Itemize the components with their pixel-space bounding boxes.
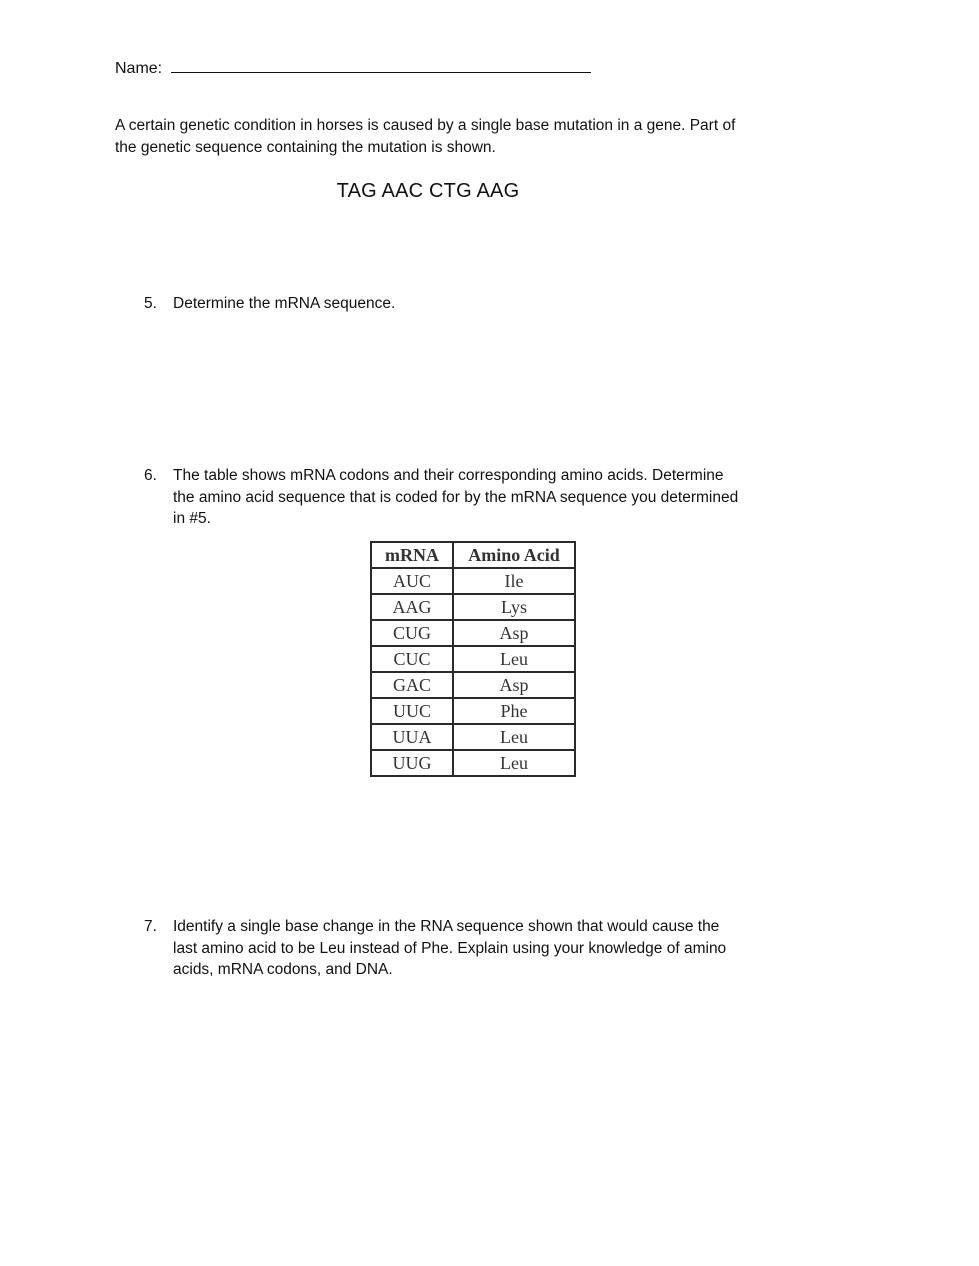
question-number: 7. — [144, 918, 157, 935]
table-row — [371, 594, 575, 620]
amino-acid-cell: Phe — [453, 698, 575, 724]
amino-acid-cell: Leu — [453, 750, 575, 776]
codon-cell: AUC — [371, 568, 453, 594]
codon-cell: UUA — [371, 724, 453, 750]
amino-acid-cell: Leu — [453, 724, 575, 750]
question-text: The table shows mRNA codons and their corresponding amino acids. Determine the amino acid sequence that is coded for by the mRNA sequence you determined in #5. — [173, 467, 739, 527]
amino-acid-cell: Leu — [453, 646, 575, 672]
codon-cell: CUC — [371, 646, 453, 672]
amino-acid-cell: Asp — [453, 672, 575, 698]
question-text: Determine the mRNA sequence. — [173, 295, 396, 312]
name-field — [115, 58, 591, 78]
codon-cell: UUG — [371, 750, 453, 776]
name-blank-line[interactable] — [171, 58, 591, 73]
column-header-amino-acid: Amino Acid — [453, 542, 575, 568]
amino-acid-cell: Lys — [453, 594, 575, 620]
column-header-mrna: mRNA — [371, 542, 453, 568]
codon-table — [370, 541, 576, 777]
table-row — [371, 724, 575, 750]
amino-acid-cell: Asp — [453, 620, 575, 646]
amino-acid-cell: Ile — [453, 568, 575, 594]
table-row — [371, 750, 575, 776]
name-label: Name: — [115, 60, 163, 77]
table-row — [371, 620, 575, 646]
table-row — [371, 568, 575, 594]
table-row — [371, 672, 575, 698]
table-row — [371, 646, 575, 672]
intro-paragraph: A certain genetic condition in horses is caused by a single base mutation in a gene. Part of the genetic sequence containing the mutation is shown. — [115, 117, 736, 156]
question-7 — [144, 916, 744, 981]
question-number: 6. — [144, 467, 157, 484]
question-number: 5. — [144, 295, 157, 312]
dna-sequence: TAG AAC CTG AAG — [336, 180, 520, 202]
question-6 — [144, 465, 744, 530]
question-text: Identify a single base change in the RNA sequence shown that would cause the last amino acid to be Leu instead of Phe. Explain using your knowledge of amino acids, mRNA codons, and DNA. — [173, 918, 727, 978]
codon-cell: AAG — [371, 594, 453, 620]
codon-cell: CUG — [371, 620, 453, 646]
table-row — [371, 698, 575, 724]
table-header-row — [371, 542, 575, 568]
question-5 — [144, 293, 744, 315]
codon-cell: UUC — [371, 698, 453, 724]
codon-cell: GAC — [371, 672, 453, 698]
